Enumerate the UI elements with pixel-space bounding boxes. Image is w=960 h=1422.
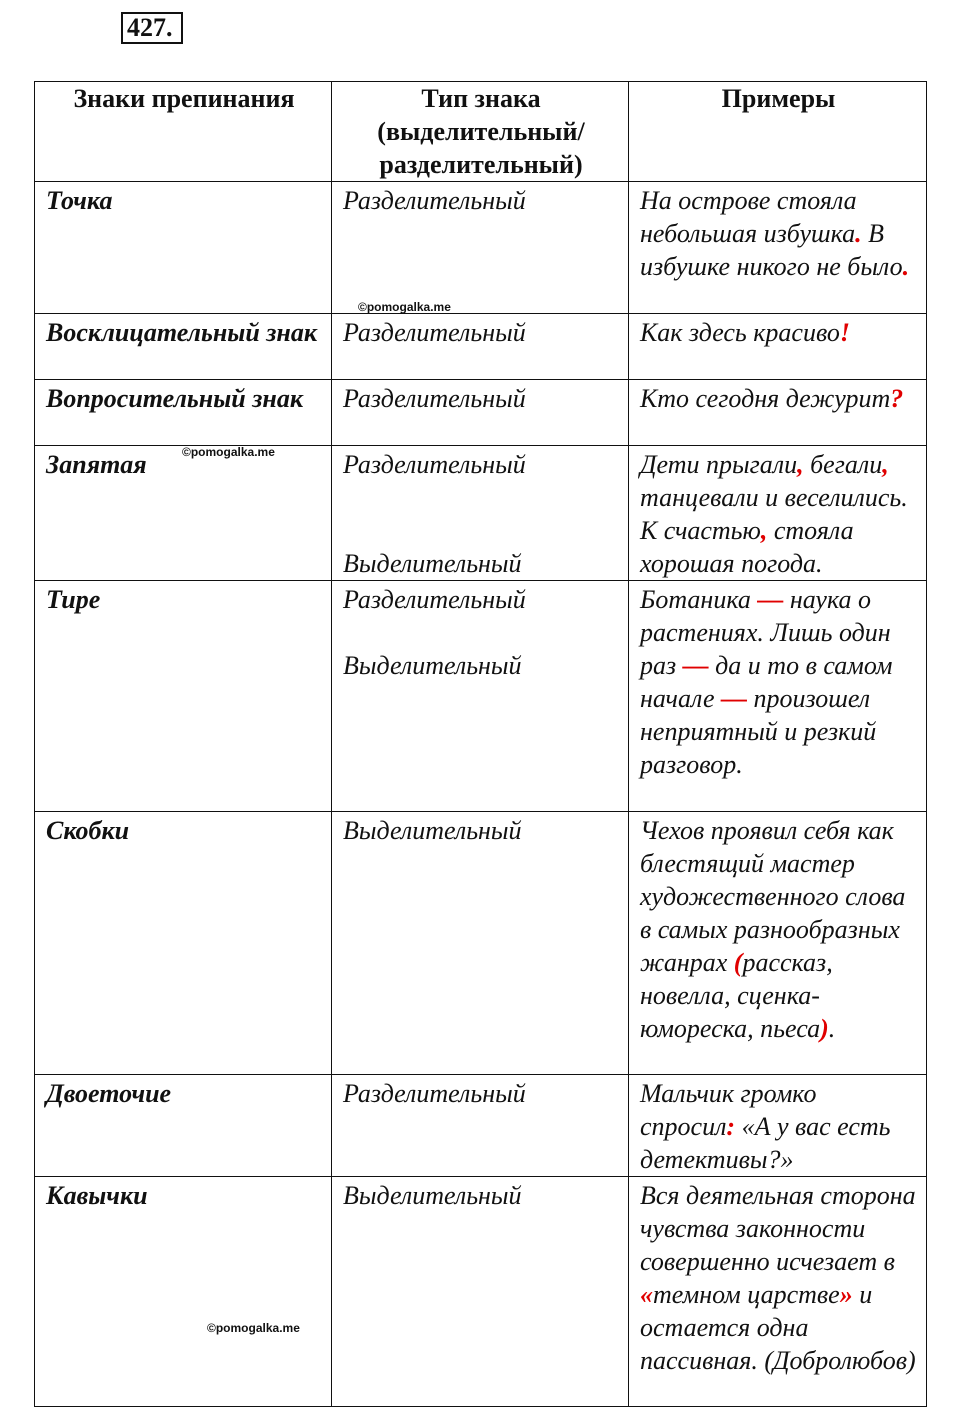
watermark: ©pomogalka.me <box>358 300 451 314</box>
type-value: Разделительный <box>343 585 526 614</box>
example-text: темном царстве <box>653 1280 840 1309</box>
example-text: бегали <box>803 450 883 479</box>
watermark: ©pomogalka.me <box>207 1321 300 1335</box>
type-value: Разделительный <box>343 186 526 215</box>
table-row <box>35 314 927 380</box>
table-row <box>35 1177 927 1407</box>
sign-cell: Запятая <box>35 446 332 581</box>
type-value: Выделительный <box>343 816 522 845</box>
example-text: стояла хорошая погода. <box>640 516 854 578</box>
example-cell <box>629 182 927 314</box>
example-text: Кто сегодня дежурит <box>640 384 891 413</box>
example-text: Ботаника <box>640 585 758 614</box>
highlighted-sign: , <box>760 516 768 545</box>
type-cell <box>332 446 629 581</box>
highlighted-sign: — <box>720 684 747 713</box>
watermark: ©pomogalka.me <box>182 445 275 459</box>
table-row <box>35 1075 927 1177</box>
type-cell <box>332 314 629 380</box>
example-text: и остается одна пассивная. (Добролюбов) <box>640 1280 916 1375</box>
example-cell <box>629 446 927 581</box>
type-value: Выделительный <box>343 651 522 680</box>
example-cell <box>629 1075 927 1177</box>
exercise-number: 427. <box>127 13 173 42</box>
type-value: Выделительный <box>343 1181 522 1210</box>
example-text: «А у вас есть детективы?» <box>640 1112 891 1174</box>
example-text: Как здесь красиво <box>640 318 840 347</box>
table-row <box>35 182 927 314</box>
type-value: Выделительный <box>343 549 522 578</box>
example-text: Дети прыгали <box>640 450 798 479</box>
punctuation-table <box>34 81 927 1407</box>
highlighted-sign: . <box>902 252 910 281</box>
table-row <box>35 581 927 812</box>
sign-cell: Кавычки <box>35 1177 332 1407</box>
example-cell <box>629 380 927 446</box>
type-cell <box>332 581 629 812</box>
highlighted-sign: « <box>640 1280 653 1309</box>
sign-cell: Точка <box>35 182 332 314</box>
header-type-line1: Тип знака <box>421 84 541 113</box>
highlighted-sign: ( <box>733 948 743 977</box>
type-value: Разделительный <box>343 384 526 413</box>
table-row <box>35 812 927 1075</box>
sign-cell: Двоеточие <box>35 1075 332 1177</box>
header-type <box>332 82 629 182</box>
example-text: да и то в самом начале <box>640 651 893 713</box>
sign-cell: Восклицательный знак <box>35 314 332 380</box>
highlighted-sign: ! <box>839 318 851 347</box>
highlighted-sign: , <box>882 450 889 479</box>
highlighted-sign: ? <box>890 384 904 413</box>
table-row <box>35 446 927 581</box>
header-row <box>35 82 927 182</box>
highlighted-sign: » <box>839 1280 853 1309</box>
type-value: Разделительный <box>343 318 526 347</box>
example-text: танцевали и веселились. К счастью <box>640 483 908 545</box>
example-text: Вся деятельная сторона чувства законности совершенно исчезает в <box>640 1181 916 1276</box>
header-type-line2: (выделительный/ <box>377 117 585 146</box>
example-text: Мальчик громко спросил <box>640 1079 817 1141</box>
example-cell <box>629 581 927 812</box>
sign-cell: Вопросительный знак <box>35 380 332 446</box>
example-text: . <box>828 1014 836 1043</box>
example-text: На острове стояла небольшая избушка <box>640 186 857 248</box>
header-signs: Знаки препинания <box>35 82 332 182</box>
highlighted-sign: , <box>797 450 804 479</box>
example-cell <box>629 1177 927 1407</box>
example-cell <box>629 314 927 380</box>
header-examples: Примеры <box>629 82 927 182</box>
highlighted-sign: — <box>682 651 709 680</box>
type-value: Разделительный <box>343 450 526 479</box>
type-cell <box>332 380 629 446</box>
table-row <box>35 380 927 446</box>
highlighted-sign: ) <box>820 1014 829 1043</box>
sign-cell: Скобки <box>35 812 332 1075</box>
highlighted-sign: : <box>726 1112 736 1141</box>
type-cell <box>332 1075 629 1177</box>
example-text: Чехов проявил себя как блестящий мастер художественного слова в самых разнообразных жанрах <box>640 816 906 977</box>
example-text: наука о растениях. Лишь один раз <box>640 585 891 680</box>
sign-cell: Тире <box>35 581 332 812</box>
type-cell <box>332 182 629 314</box>
type-cell <box>332 812 629 1075</box>
type-cell <box>332 1177 629 1407</box>
example-cell <box>629 812 927 1075</box>
type-value: Разделительный <box>343 1079 526 1108</box>
example-text: произошел неприятный и резкий разговор. <box>640 684 877 779</box>
example-text: рассказ, новелла, сценка-юмореска, пьеса <box>640 948 833 1043</box>
highlighted-sign: . <box>855 219 862 248</box>
highlighted-sign: — <box>757 585 784 614</box>
example-text: В избушке никого не было <box>640 219 903 281</box>
header-type-line3: разделительный) <box>379 150 583 179</box>
